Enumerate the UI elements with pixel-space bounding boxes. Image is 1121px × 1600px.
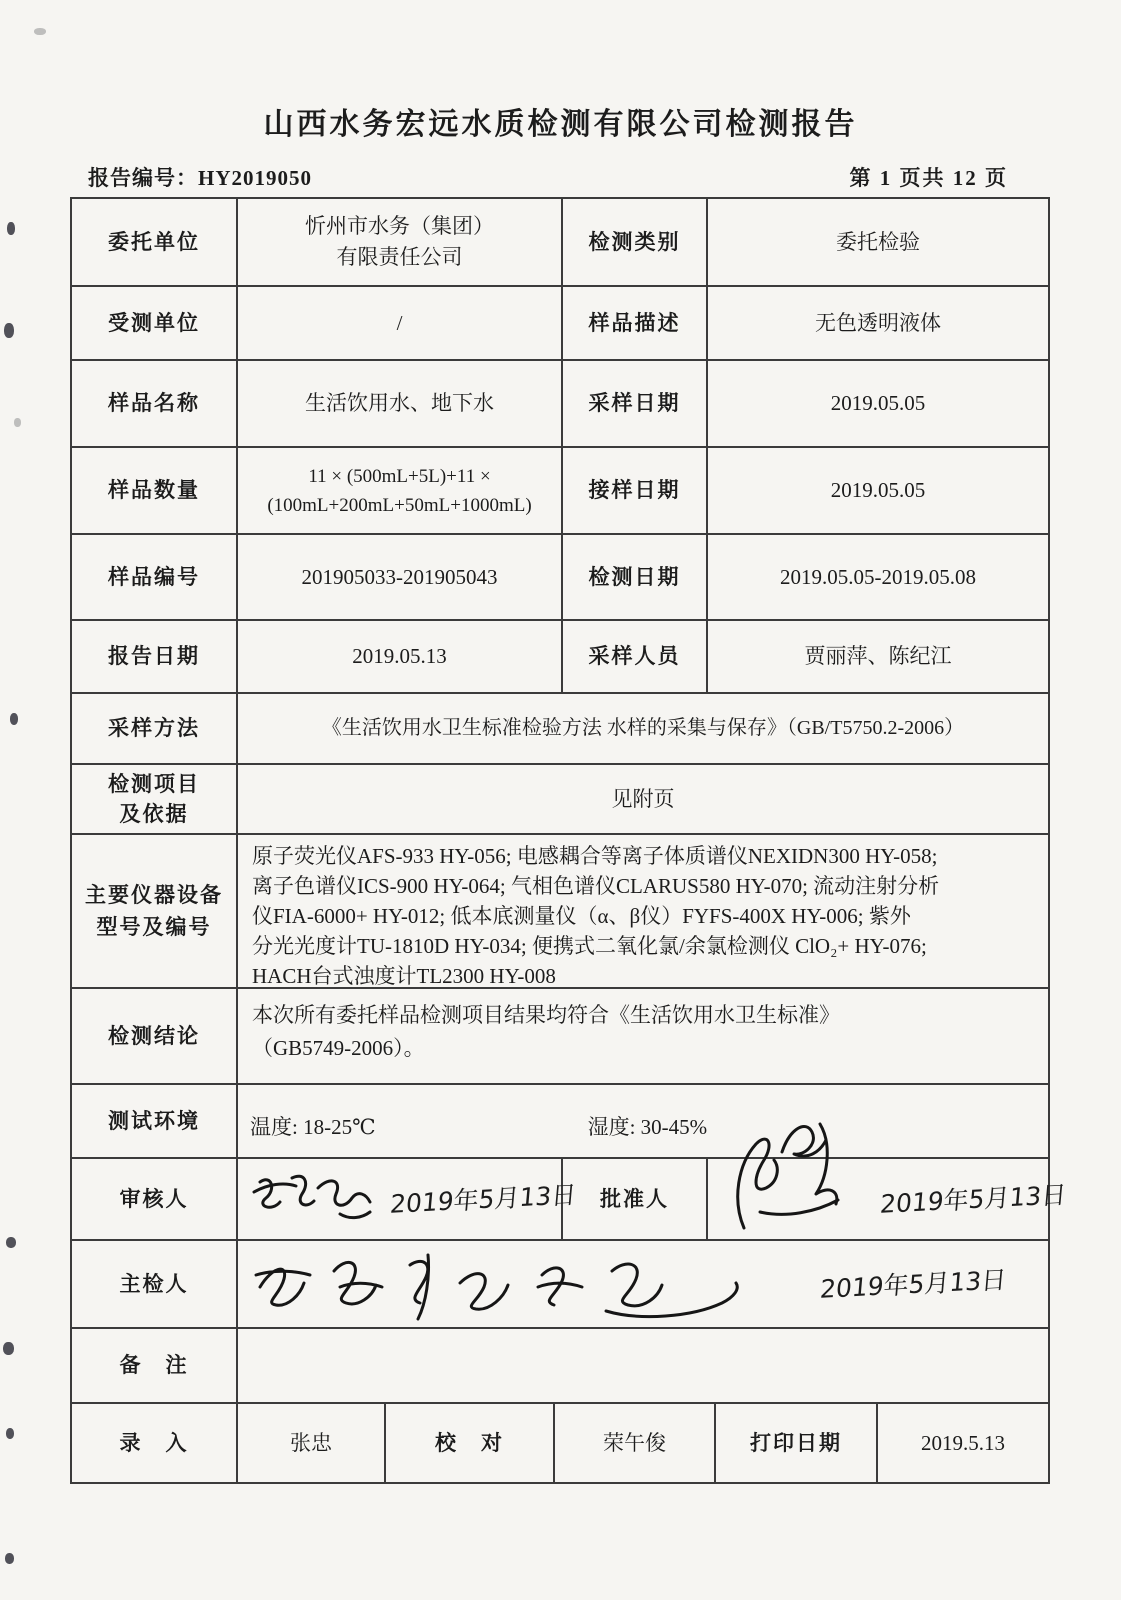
table-row [72,1083,1048,1157]
table-row [72,1402,1048,1482]
instruments-label-line2: 型号及编号 [96,915,212,939]
table-row [72,987,1048,1083]
sampling-personnel-label: 采样人员 [561,621,706,692]
conclusion-line1: 本次所有委托样品检测项目结果均符合《生活饮用水卫生标准》 [252,1003,840,1027]
report-number [88,162,312,192]
sample-quantity-line1: 11 × (500mL+5L)+11 × [308,465,491,487]
page-title: 山西水务宏远水质检测有限公司检测报告 [263,108,858,141]
sample-name-label: 样品名称 [108,391,200,415]
page-indicator: 第 1 页共 12 页 [849,166,1008,190]
report-date-label: 报告日期 [108,644,200,668]
sampling-date-label: 采样日期 [561,361,706,446]
temperature-value: 温度: 18-25℃ [250,1115,376,1139]
sample-quantity-value [236,448,561,533]
report-table [70,197,1068,1484]
reviewer-signature-icon [246,1168,376,1230]
instruments-line4: 分光光度计TU-1810D HY-034; 便携式二氧化氯/余氯检测仪 ClO₂+ HY-076; [252,934,927,958]
reviewer-date: 2019年5月13日 [388,1179,578,1219]
test-items-value: 见附页 [236,765,1048,833]
print-date-value: 2019.5.13 [876,1404,1048,1482]
test-category-value: 委托检验 [706,199,1048,285]
scan-artifact [5,1553,14,1564]
scan-artifact [10,713,18,725]
scan-artifact [6,1237,16,1248]
test-items-label-line1: 检测项目 [108,772,200,796]
approver-label: 批准人 [561,1159,706,1239]
sample-no-label: 样品编号 [108,564,200,589]
report-number-label: 报告编号： [88,166,198,190]
test-date-value: 2019.05.05-2019.05.08 [706,535,1048,619]
tested-unit-value: / [236,287,561,359]
humidity-value: 湿度: 30-45% [587,1115,708,1139]
sample-name-value: 生活饮用水、地下水 [236,361,561,446]
table-row [72,533,1048,619]
receive-date-label: 接样日期 [561,448,706,533]
sample-description-value: 无色透明液体 [706,287,1048,359]
remarks-value [236,1329,1048,1402]
sample-description-label: 样品描述 [561,287,706,359]
sampling-date-value: 2019.05.05 [706,361,1048,446]
scan-artifact [34,28,46,35]
test-items-label-line2: 及依据 [119,802,189,826]
scan-artifact [7,222,15,235]
chief-inspector-signatures-icon [246,1245,806,1323]
entrust-unit-line1: 忻州市水务（集团） [305,214,494,238]
entrust-unit-value [236,199,561,285]
sample-quantity-line2: (100mL+200mL+50mL+1000mL) [267,494,532,516]
table-row [72,692,1048,763]
table-row [72,1157,1068,1239]
table-row [72,359,1048,446]
approver-signature-icon [716,1116,866,1236]
instruments-line5: HACH台式浊度计TL2300 HY-008 [252,964,556,988]
scan-artifact [4,323,14,338]
test-category-label: 检测类别 [561,199,706,285]
approver-signature-cell [706,1159,1068,1239]
approver-date: 2019年5月13日 [878,1179,1068,1219]
entry-label: 录 入 [119,1430,189,1455]
proofread-label: 校 对 [384,1404,553,1482]
environment-value [236,1085,1048,1157]
sampling-method-value: 《生活饮用水卫生标准检验方法 水样的采集与保存》（GB/T5750.2-2006） [236,694,1048,763]
chief-inspector-signature-cell [236,1241,1048,1327]
instruments-line1: 原子荧光仪AFS-933 HY-056; 电感耦合等离子体质谱仪NEXIDN300 HY-058; [252,844,938,868]
instruments-line2: 离子色谱仪ICS-900 HY-064; 气相色谱仪CLARUS580 HY-070; 流动注射分析 [252,874,940,898]
test-date-label: 检测日期 [561,535,706,619]
reviewer-label: 审核人 [119,1186,189,1211]
instruments-label-line1: 主要仪器设备 [85,883,223,907]
receive-date-value: 2019.05.05 [706,448,1048,533]
entry-value: 张忠 [236,1404,384,1482]
report-date-value: 2019.05.13 [236,621,561,692]
instruments-line3: 仪FIA-6000+ HY-012; 低本底测量仪（α、β仪）FYFS-400X HY-006; 紫外 [252,904,911,928]
conclusion-label: 检测结论 [108,1023,200,1048]
test-items-label [72,765,236,833]
sampling-method-label: 采样方法 [108,716,200,740]
sample-no-value: 201905033-201905043 [236,535,561,619]
reviewer-signature-cell [236,1159,578,1239]
tested-unit-label: 受测单位 [108,310,200,335]
sampling-personnel-value: 贾丽萍、陈纪江 [706,621,1048,692]
conclusion-line2: （GB5749-2006）。 [252,1036,425,1060]
entrust-unit-label: 委托单位 [108,229,200,254]
instruments-label [72,835,236,987]
instruments-value [236,835,1048,987]
table-row [72,1327,1048,1402]
remarks-label: 备 注 [119,1353,189,1377]
scan-artifact [6,1428,14,1439]
scan-artifact [14,418,21,427]
chief-inspector-date: 2019年5月13日 [818,1264,1008,1304]
proofread-value: 荣午俊 [553,1404,714,1482]
entrust-unit-line2: 有限责任公司 [336,245,463,269]
table-row [72,446,1048,533]
sample-quantity-label: 样品数量 [108,478,200,502]
report-number-value: HY2019050 [198,166,312,190]
table-row [72,619,1048,692]
table-row [72,763,1048,833]
table-row [72,833,1048,987]
table-row [72,199,1048,285]
environment-label: 测试环境 [108,1108,200,1133]
chief-inspector-label: 主检人 [119,1271,189,1296]
scan-artifact [3,1342,14,1355]
table-row [72,1239,1048,1327]
print-date-label: 打印日期 [714,1404,876,1482]
conclusion-value [236,989,1048,1083]
table-row [72,285,1048,359]
